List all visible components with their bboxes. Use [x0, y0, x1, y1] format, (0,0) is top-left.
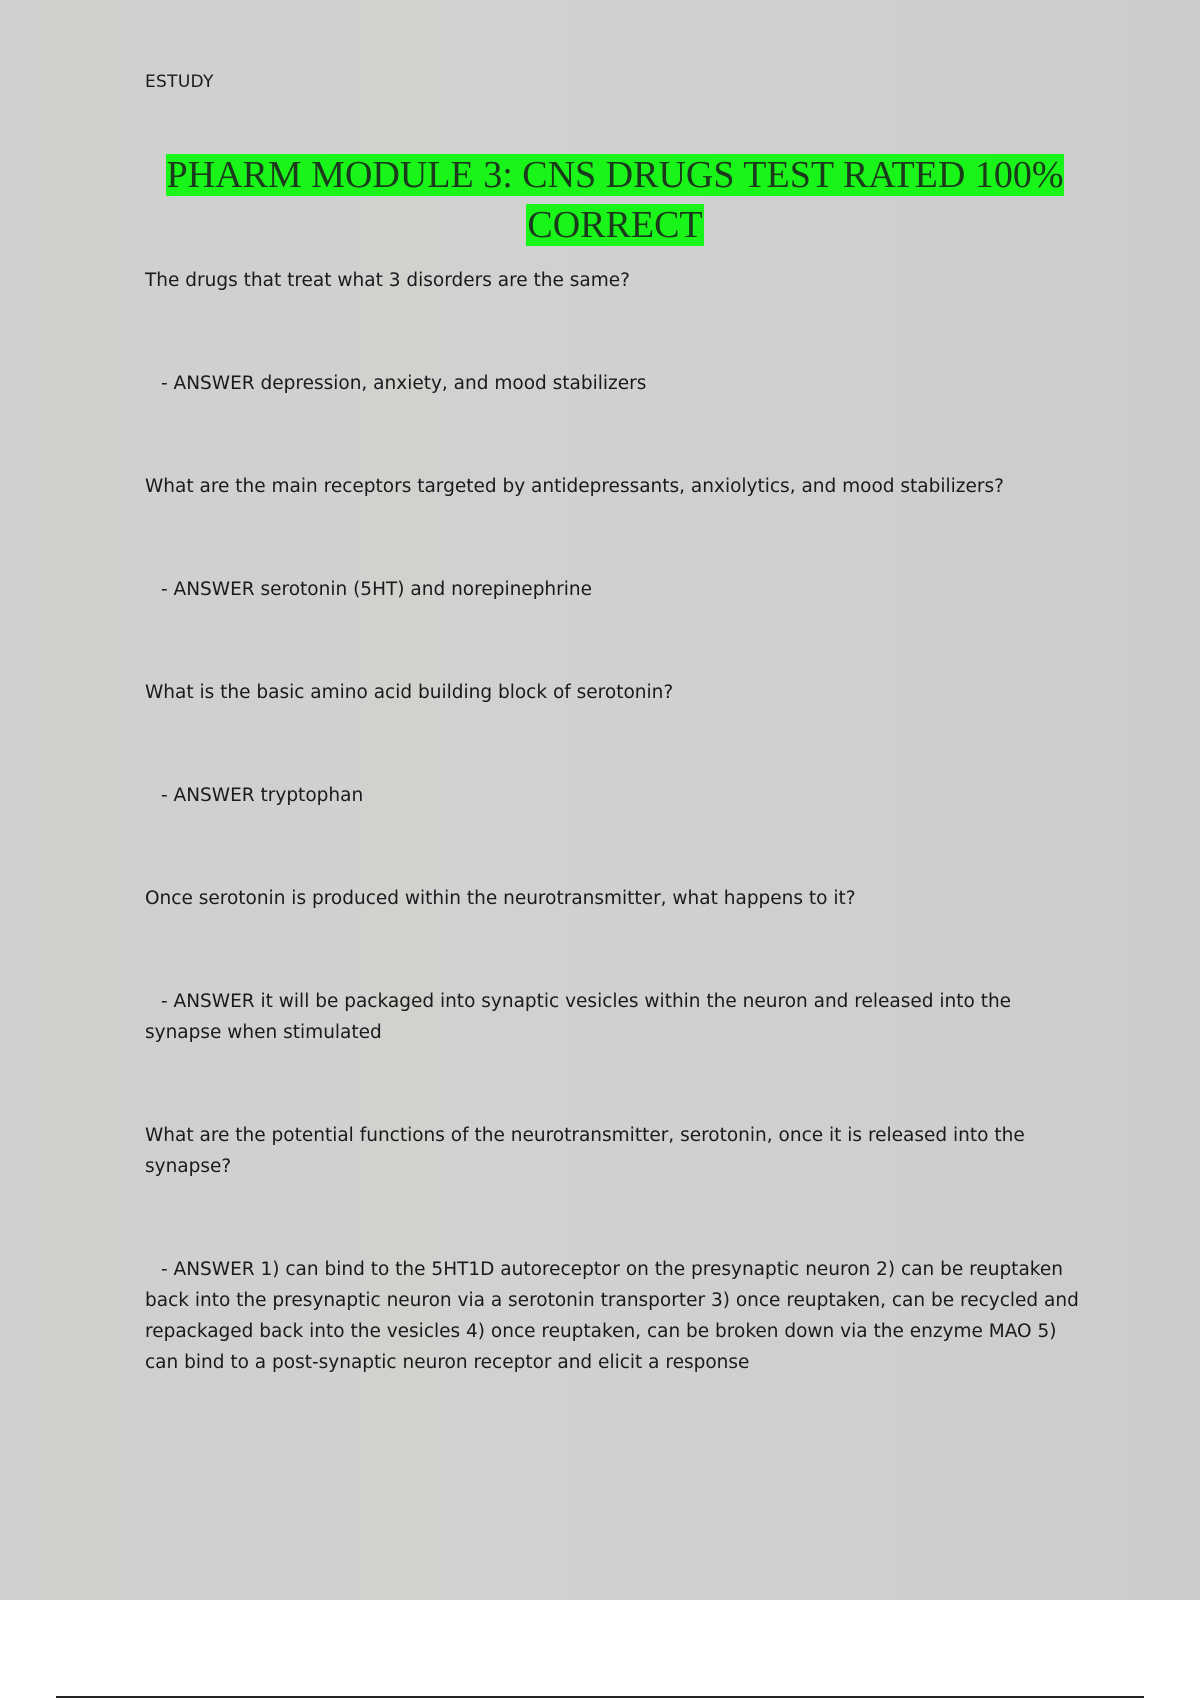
title-line-2: CORRECT — [527, 204, 703, 246]
question-5: What are the potential functions of the neurotransmitter, serotonin, once it is released into the synapse? — [145, 1125, 1025, 1177]
answer-2 — [145, 574, 1085, 605]
answer-4 — [145, 986, 1085, 1048]
answer-1-text: - ANSWER depression, anxiety, and mood stabilizers — [161, 373, 647, 394]
answer-1 — [145, 368, 1085, 399]
question-3: What is the basic amino acid building block of serotonin? — [145, 682, 674, 703]
answer-5-text: - ANSWER 1) can bind to the 5HT1D autoreceptor on the presynaptic neuron 2) can be reuptaken back into the presynaptic neuron via a serotonin transporter 3) once reuptaken, can be recycled and repackaged back into the vesicles 4) once reuptaken, can be broken down via the enzyme MAO 5) can bind to a post-synaptic neuron receptor and elicit a response — [145, 1259, 1079, 1373]
question-1: The drugs that treat what 3 disorders are the same? — [145, 270, 630, 291]
header-label: ESTUDY — [145, 72, 214, 92]
qa-list — [145, 265, 1085, 1378]
question-4: Once serotonin is produced within the neurotransmitter, what happens to it? — [145, 888, 856, 909]
document-title — [145, 150, 1085, 250]
question-2: What are the main receptors targeted by antidepressants, anxiolytics, and mood stabilizers? — [145, 476, 1004, 497]
footer-divider — [56, 1696, 1144, 1698]
answer-2-text: - ANSWER serotonin (5HT) and norepinephrine — [161, 579, 593, 600]
answer-3 — [145, 780, 1085, 811]
answer-4-text: - ANSWER it will be packaged into synaptic vesicles within the neuron and released into the synapse when stimulated — [145, 991, 1012, 1043]
title-line-1: PHARM MODULE 3: CNS DRUGS TEST RATED 100% — [166, 154, 1064, 196]
answer-5 — [145, 1254, 1085, 1378]
answer-3-text: - ANSWER tryptophan — [161, 785, 364, 806]
